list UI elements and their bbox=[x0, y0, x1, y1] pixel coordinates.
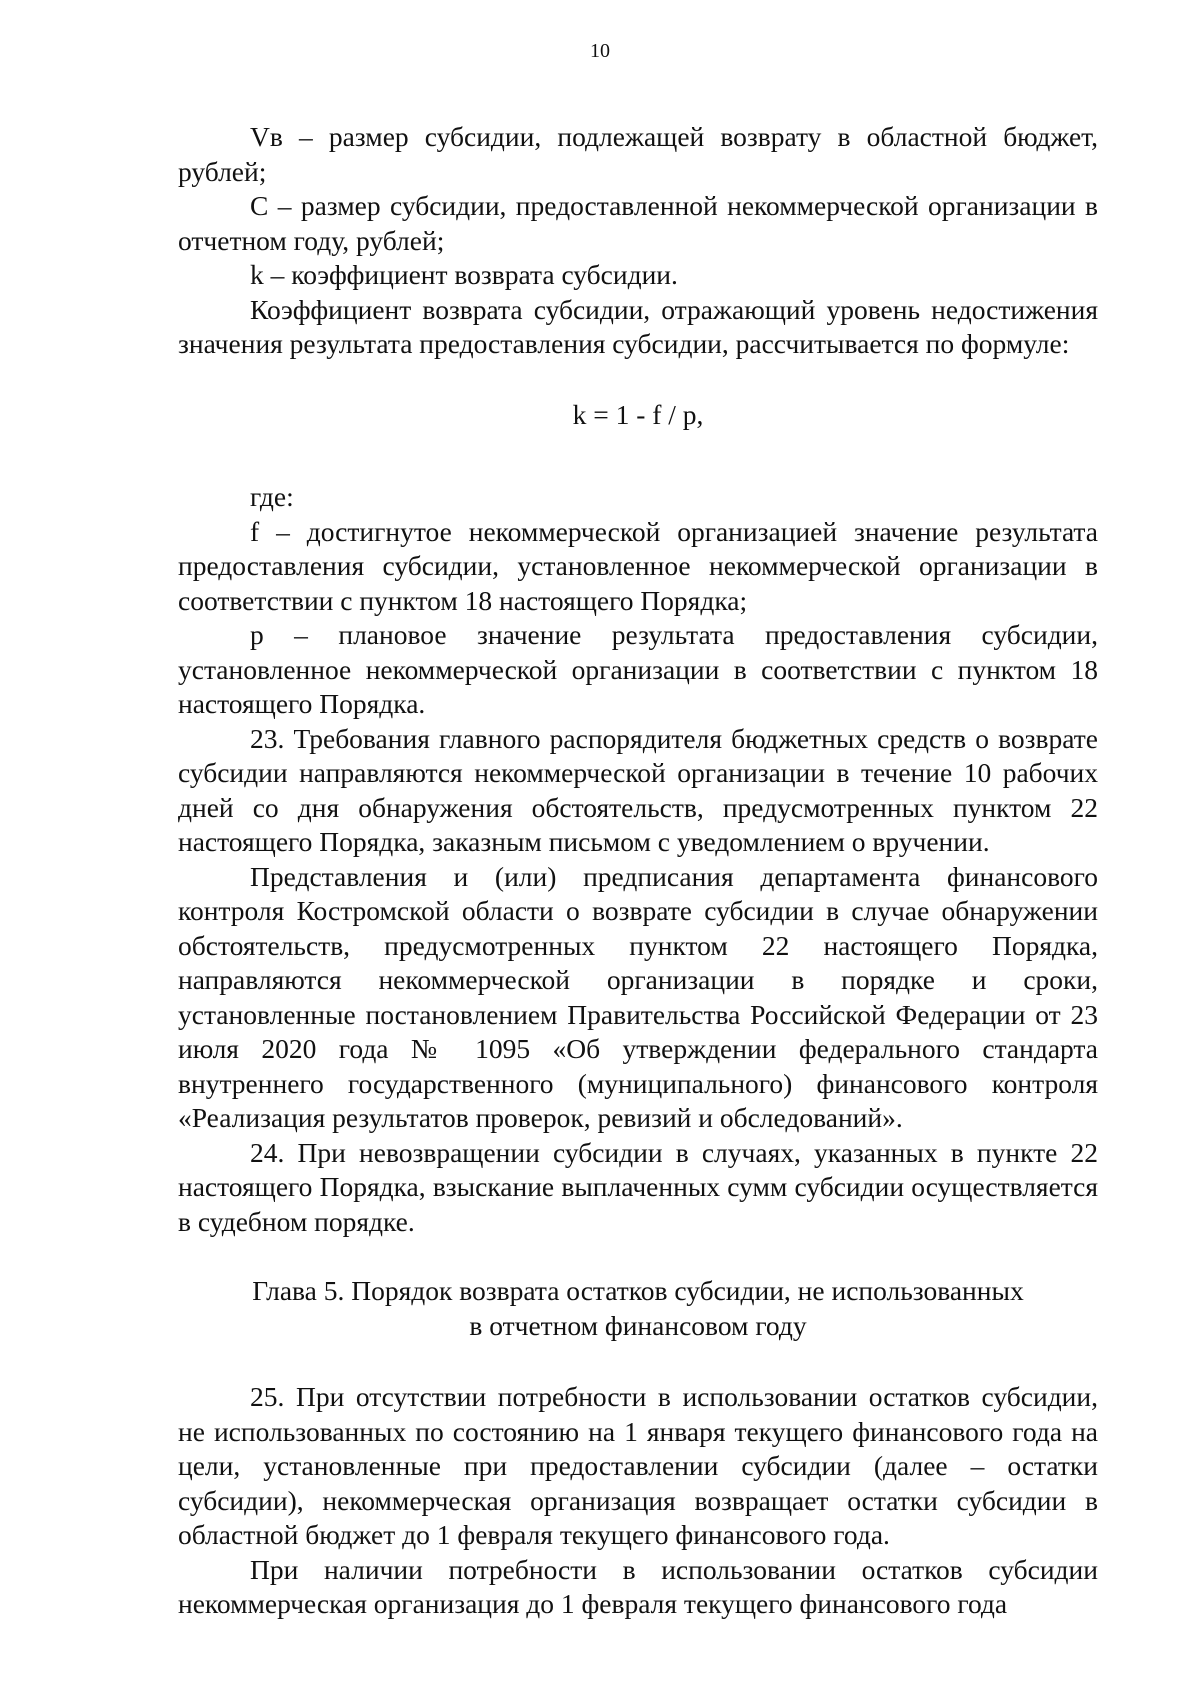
paragraph-remaining-need: При наличии потребности в использовании остатков субсидии некоммерческая организация до 1 февраля текущего финансового года bbox=[178, 1553, 1098, 1619]
paragraph-25: 25. При отсутствии потребности в использовании остатков субсидии, не использованных по состоянию на 1 января текущего финансового года на цели, установленные при предоставлении субсидии (далее – остатки субсидии), некоммерческая организация возвращает остатки субсидии в областной бюджет до 1 февраля текущего финансового года. bbox=[178, 1381, 1098, 1550]
paragraph-k-definition: k – коэффициент возврата субсидии. bbox=[250, 259, 678, 290]
paragraph-where: где: bbox=[250, 481, 294, 512]
paragraph-vb-definition: Vв – размер субсидии, подлежащей возврату в областной бюджет, рублей; bbox=[178, 121, 1098, 187]
document-body bbox=[178, 120, 1098, 1622]
paragraph-f-definition: f – достигнутое некоммерческой организацией значение результата предоставления субсидии, установленное некоммерческой организации в соответствии с пунктом 18 настоящего Порядка; bbox=[178, 515, 1098, 616]
chapter-heading bbox=[178, 1274, 1098, 1343]
paragraph-24: 24. При невозвращении субсидии в случаях, указанных в пункте 22 настоящего Порядка, взыскание выплаченных сумм субсидии осуществляется в судебном порядке. bbox=[178, 1136, 1098, 1237]
chapter-heading-line-2: в отчетном финансовом году bbox=[469, 1309, 807, 1341]
page-number: 10 bbox=[590, 40, 610, 62]
paragraph-p-definition: р – плановое значение результата предоставления субсидии, установленное некоммерческой организации в соответствии с пунктом 18 настоящего Порядка. bbox=[178, 619, 1098, 719]
paragraph-representations: Представления и (или) предписания департамента финансового контроля Костромской области о возврате субсидии в случае обнаружении обстоятельств, предусмотренных пунктом 22 настоящего Порядка, направляются некоммерческой организации в порядке и сроки, установленные постановлением Правительства Российской Федерации от 23 июля 2020 года № 1095 «Об утверждении федерального стандарта внутреннего государственного (муниципального) финансового контроля «Реализация результатов проверок, ревизий и обследований». bbox=[178, 860, 1098, 1133]
paragraph-coefficient-intro: Коэффициент возврата субсидии, отражающий уровень недостижения значения результата предоставления субсидии, рассчитывается по формуле: bbox=[178, 293, 1098, 359]
paragraph-23: 23. Требования главного распорядителя бюджетных средств о возврате субсидии направляются некоммерческой организации в течение 10 рабочих дней со дня обнаружения обстоятельств, предусмотренных пунктом 22 настоящего Порядка, заказным письмом с уведомлением о вручении. bbox=[178, 722, 1098, 857]
formula: k = 1 - f / p, bbox=[572, 398, 704, 430]
chapter-heading-line-1: Глава 5. Порядок возврата остатков субсидии, не использованных bbox=[252, 1275, 1024, 1306]
paragraph-c-definition: С – размер субсидии, предоставленной некоммерческой организации в отчетном году, рублей; bbox=[178, 190, 1098, 256]
